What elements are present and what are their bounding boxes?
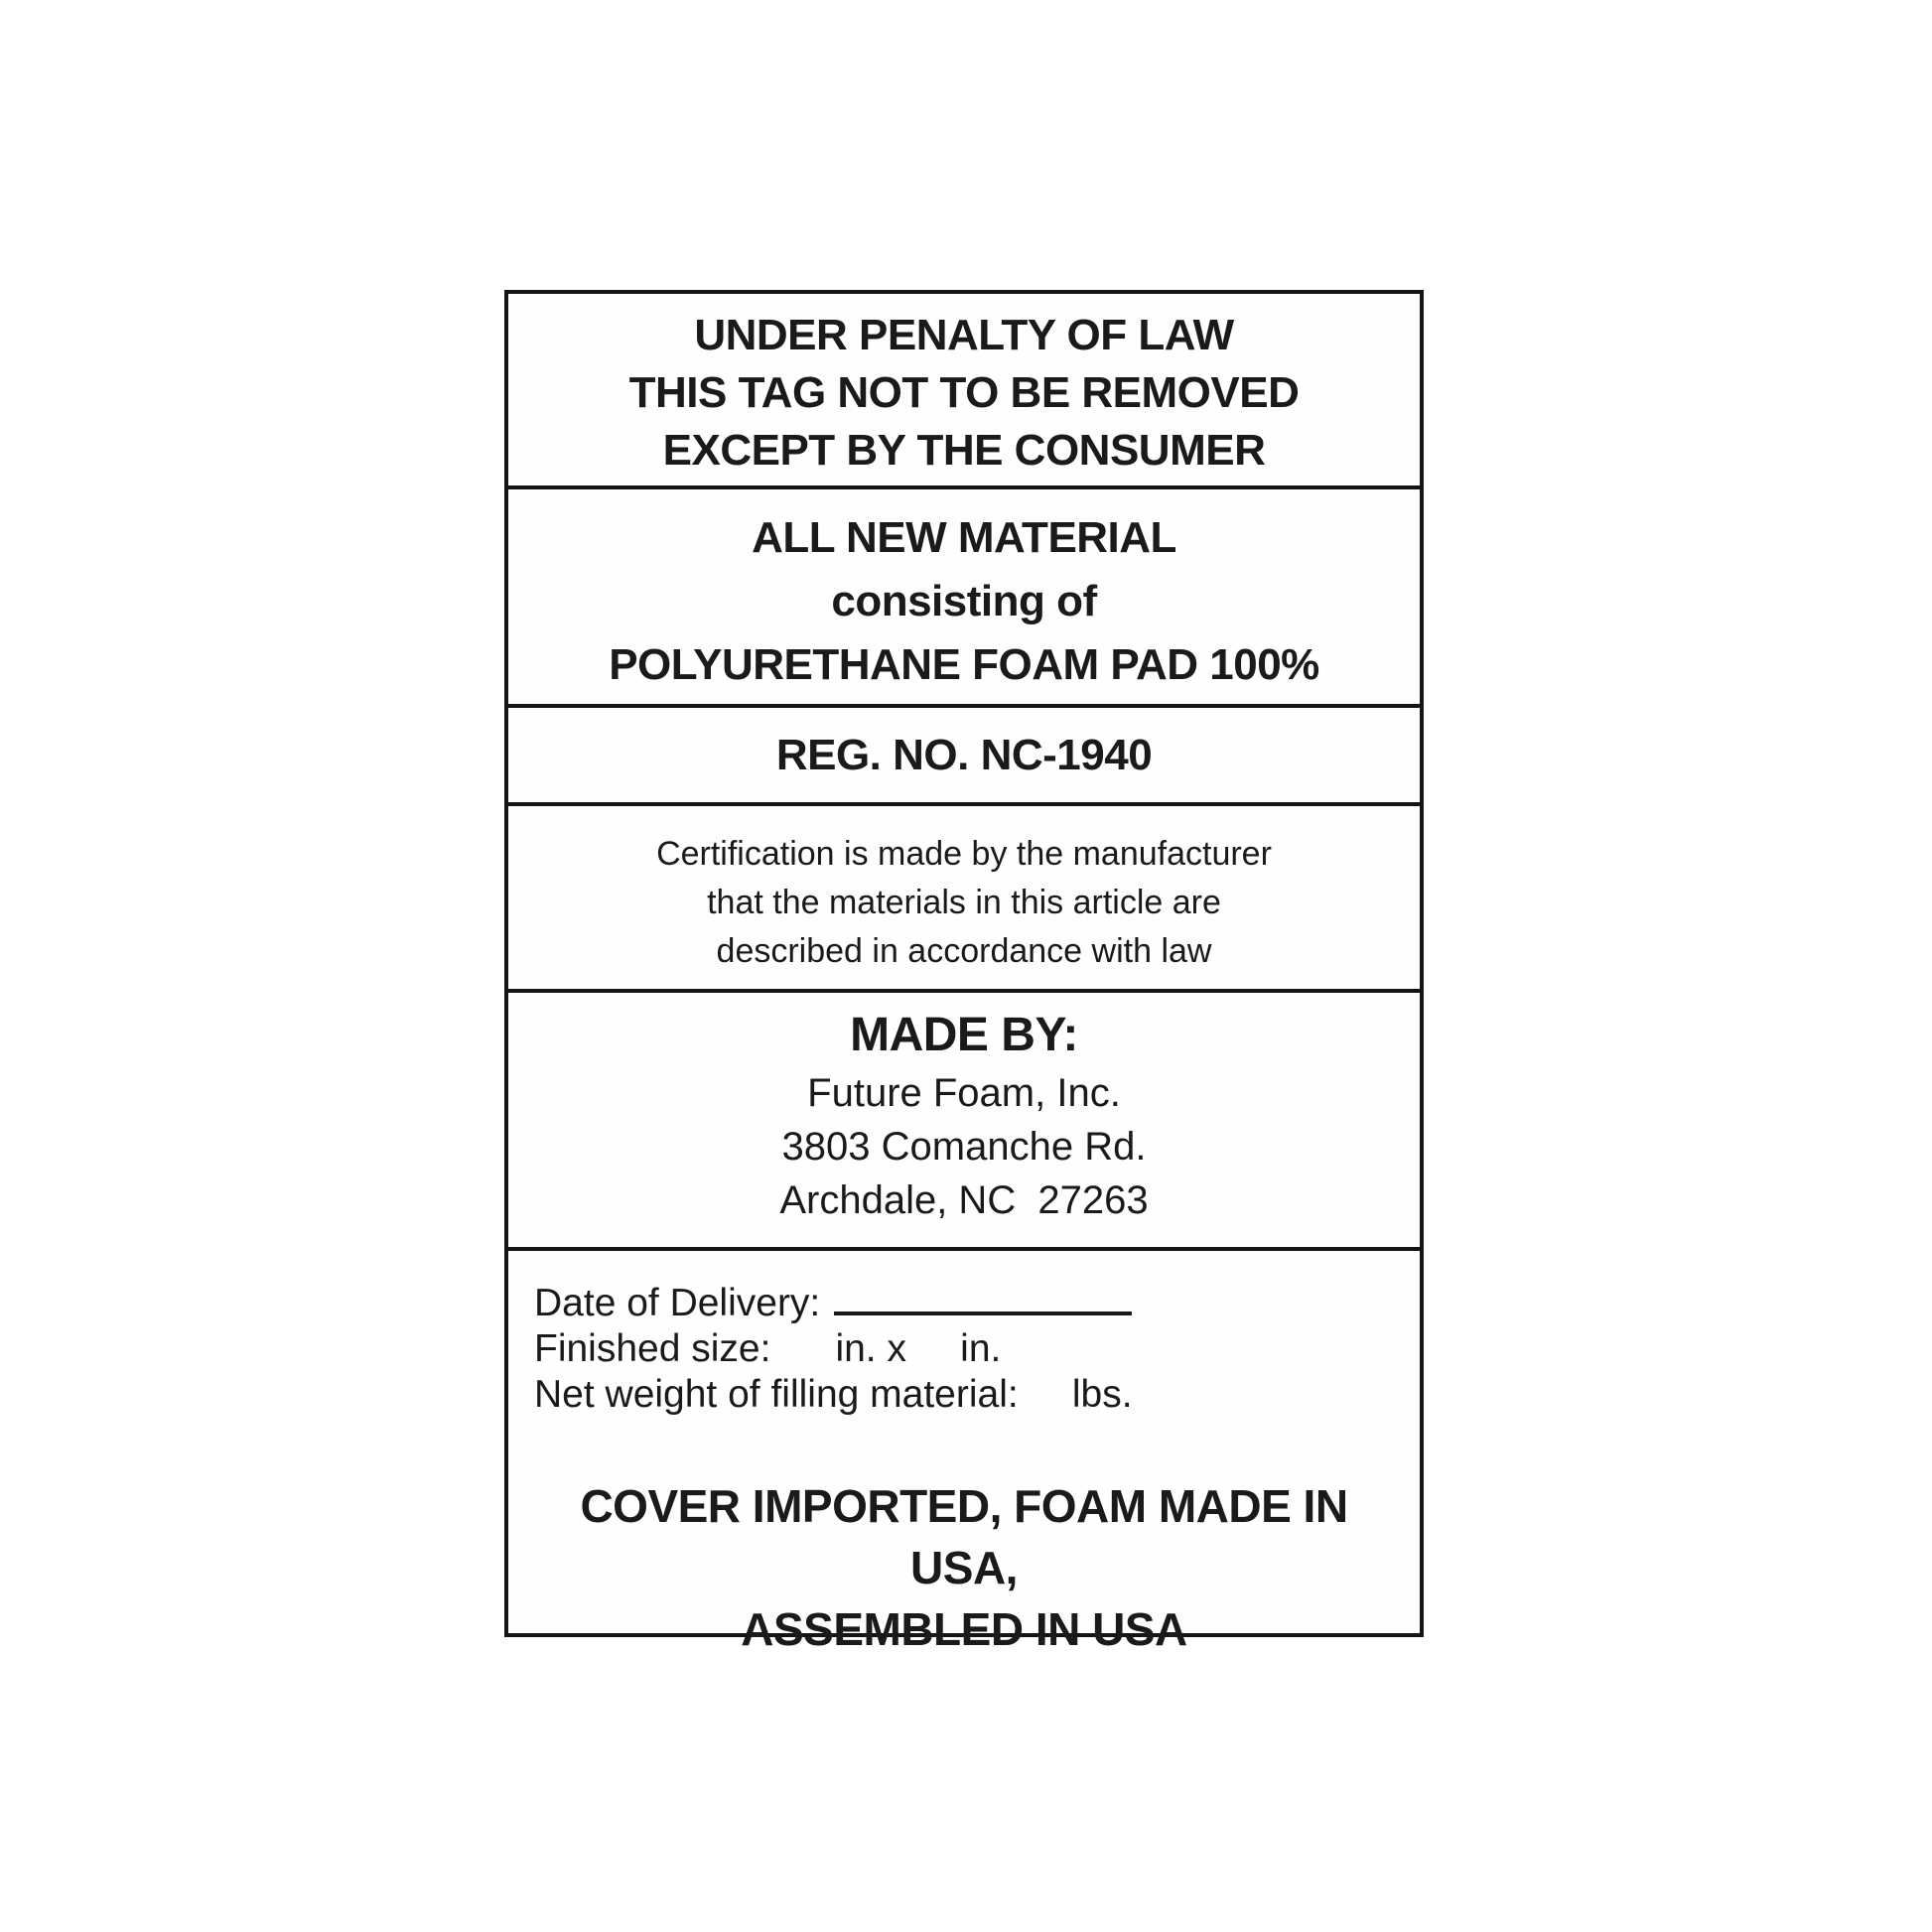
date-of-delivery-label: Date of Delivery:	[534, 1282, 821, 1324]
made-by-section	[508, 993, 1420, 1251]
penalty-section	[508, 294, 1420, 489]
finished-size-line: Finished size: in. x in.	[534, 1327, 1002, 1370]
certification-section	[508, 806, 1420, 993]
material-line-1: ALL NEW MATERIAL	[752, 513, 1176, 562]
penalty-line-1: UNDER PENALTY OF LAW	[694, 311, 1234, 359]
certification-line-1: Certification is made by the manufacturer	[656, 835, 1272, 873]
registration-number: REG. NO. NC-1940	[775, 730, 1153, 779]
manufacturer-street: 3803 Comanche Rd.	[781, 1125, 1147, 1169]
law-label-tag	[504, 290, 1424, 1655]
details-section	[508, 1251, 1420, 1660]
manufacturer-name: Future Foam, Inc.	[807, 1071, 1121, 1115]
date-of-delivery-blank	[834, 1282, 1132, 1315]
origin-statement	[534, 1475, 1394, 1660]
origin-line-2: ASSEMBLED IN USA	[741, 1603, 1187, 1655]
made-by-heading: MADE BY:	[850, 1009, 1078, 1061]
material-section	[508, 489, 1420, 708]
material-line-3: POLYURETHANE FOAM PAD 100%	[609, 640, 1319, 689]
net-weight-line: Net weight of filling material: lbs.	[534, 1373, 1133, 1416]
certification-line-3: described in accordance with law	[716, 932, 1212, 970]
registration-section	[508, 708, 1420, 806]
certification-line-2: that the materials in this article are	[707, 884, 1221, 921]
material-line-2: consisting of	[831, 577, 1097, 625]
penalty-line-3: EXCEPT BY THE CONSUMER	[662, 426, 1266, 475]
date-of-delivery-line	[534, 1281, 1394, 1326]
manufacturer-city-state-zip: Archdale, NC 27263	[779, 1178, 1149, 1222]
penalty-line-2: THIS TAG NOT TO BE REMOVED	[628, 368, 1300, 417]
origin-line-1: COVER IMPORTED, FOAM MADE IN USA,	[580, 1480, 1348, 1593]
